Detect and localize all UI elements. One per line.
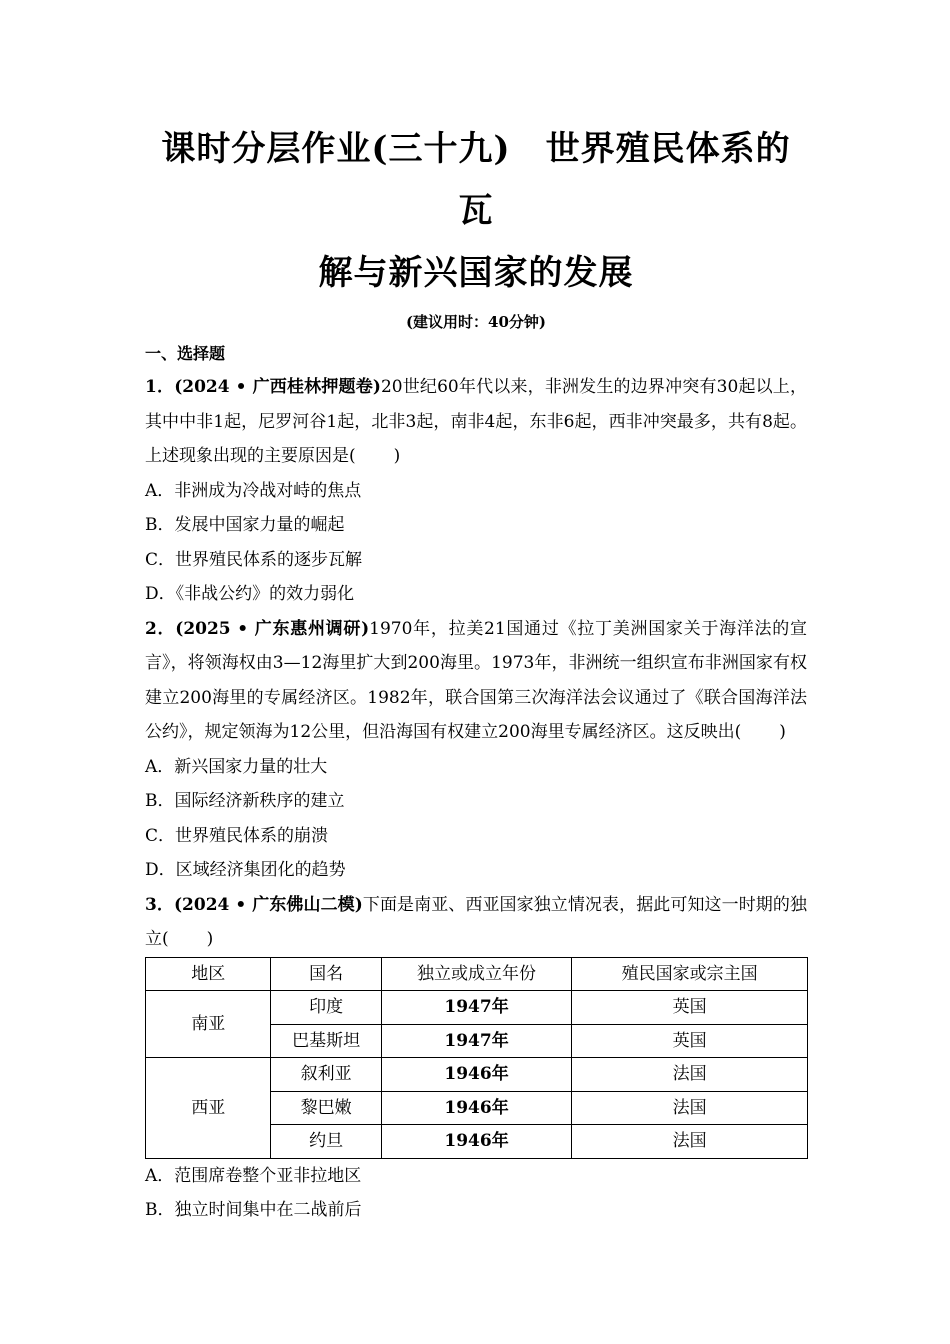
section-heading: 一、选择题 [145,344,226,363]
option-a: A．新兴国家力量的壮大 [145,756,328,777]
table-header-row [146,957,808,991]
question-source: (2025 • 广东惠州调研) [175,618,370,639]
header-cell: 国名 [271,957,382,991]
year-cell: 1947年 [381,991,571,1025]
colonizer-cell: 英国 [572,1024,808,1058]
table-row [146,1058,808,1092]
country-cell: 约旦 [271,1125,382,1159]
option-b: B．发展中国家力量的崛起 [145,515,345,535]
year-cell: 1946年 [381,1058,571,1092]
question-2 [145,612,807,750]
header-cell: 地区 [146,957,271,991]
option-d: D．《非战公约》的效力弱化 [145,584,355,604]
country-cell: 黎巴嫩 [271,1091,382,1125]
suggested-time: (建议用时：40分钟) [405,313,547,331]
option-c: C．世界殖民体系的崩溃 [145,825,329,846]
header-cell: 殖民国家或宗主国 [572,957,808,991]
country-cell: 叙利亚 [271,1058,382,1092]
colonizer-cell: 法国 [572,1058,808,1092]
answer-blank-close: ) [206,929,214,949]
question-stem: 20世纪60年代以来，非洲发生的边界冲突有30起以上，其中中非1起，尼罗河谷1起，北非3起，南非4起，东非6起，西非冲突最多，共有8起。上述现象出现的主要原因是( [145,377,807,466]
option-a: A．范围席卷整个亚非拉地区 [145,1165,362,1186]
answer-blank-close: ) [779,722,786,742]
option-b: B．国际经济新秩序的建立 [145,791,345,811]
year-cell: 1946年 [381,1091,571,1125]
question-number: 1． [145,377,175,397]
question-1 [145,370,807,474]
question-stem: 1970年，拉美21国通过《拉丁美洲国家关于海洋法的宣言》，将领海权由3—12海里扩大到200海里。1973年，非洲统一组织宣布非洲国家有权建立200海里的专属经济区。1982年，联合国第三次海洋法会议通过了《联合国海洋法公约》，规定领海为12公里，但沿海国有权建立200海里专属经济区。这反映出( [145,618,807,742]
colonizer-cell: 英国 [572,991,808,1025]
header-cell: 独立或成立年份 [381,957,571,991]
title-line-2: 解与新兴国家的发展 [318,253,634,293]
page-title [145,118,807,304]
question-stem: 下面是南亚、西亚国家独立情况表，据此可知这一时期的独立( [145,894,807,949]
question-number: 3． [145,894,174,915]
independence-table [145,957,808,1159]
question-3 [145,888,807,957]
question-source: (2024 • 广西桂林押题卷) [174,377,381,397]
year-cell: 1947年 [381,1024,571,1058]
question-source: (2024 • 广东佛山二模) [174,894,363,915]
country-cell: 巴基斯坦 [271,1024,382,1058]
document-page [145,118,807,1228]
option-c: C．世界殖民体系的逐步瓦解 [145,549,363,570]
country-cell: 印度 [271,991,382,1025]
option-a: A．非洲成为冷战对峙的焦点 [145,480,362,501]
region-cell: 西亚 [146,1058,271,1159]
option-d: D．区域经济集团化的趋势 [145,860,346,880]
region-cell: 南亚 [146,991,271,1058]
table-row [146,991,808,1025]
answer-blank-close: ) [393,446,401,466]
colonizer-cell: 法国 [572,1125,808,1159]
option-b: B．独立时间集中在二战前后 [145,1200,362,1220]
question-number: 2． [145,618,176,639]
title-line-1: 课时分层作业(三十九) 世界殖民体系的瓦 [161,129,791,231]
colonizer-cell: 法国 [572,1091,808,1125]
year-cell: 1946年 [381,1125,571,1159]
